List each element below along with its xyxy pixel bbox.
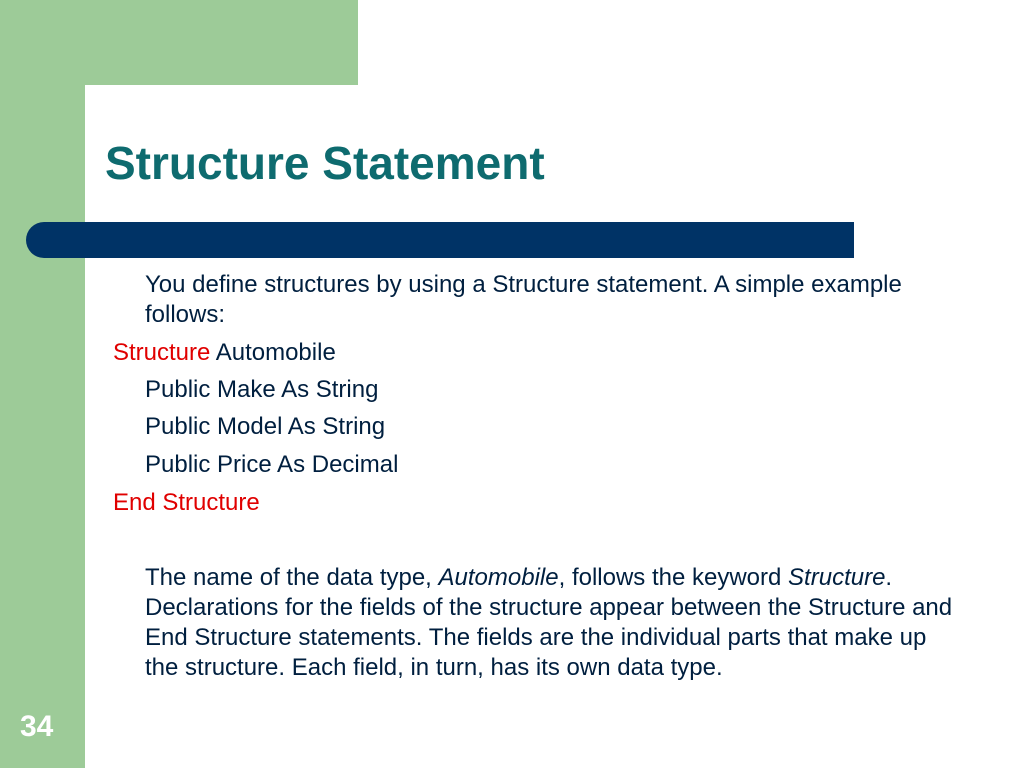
description-part-3: . Declarations for the fields of the structure appear between the Structure and End Structure statements. The fields are the individual parts that make up the structure. Each field, in turn, has its own data type. [145, 564, 953, 681]
page-number: 34 [20, 710, 54, 743]
code-line-price: Public Price As Decimal [145, 451, 399, 478]
structure-name: Automobile [215, 339, 336, 366]
top-green-band [0, 0, 358, 85]
description-structure-em: Structure [788, 564, 886, 591]
structure-keyword: Structure [113, 339, 211, 366]
description-part-1: The name of the data type, [145, 564, 439, 591]
code-structure-line [113, 338, 336, 368]
title-divider-bar [26, 222, 854, 258]
description-paragraph [145, 563, 960, 683]
intro-paragraph: You define structures by using a Structure statement. A simple example follows: [145, 271, 902, 328]
code-line-make: Public Make As String [145, 376, 379, 403]
description-part-2: , follows the keyword [558, 564, 789, 591]
code-end-structure: End Structure [113, 489, 260, 516]
left-green-band [0, 0, 85, 768]
slide-title: Structure Statement [105, 137, 545, 189]
code-line-model: Public Model As String [145, 413, 386, 440]
description-automobile-em: Automobile [438, 564, 559, 591]
